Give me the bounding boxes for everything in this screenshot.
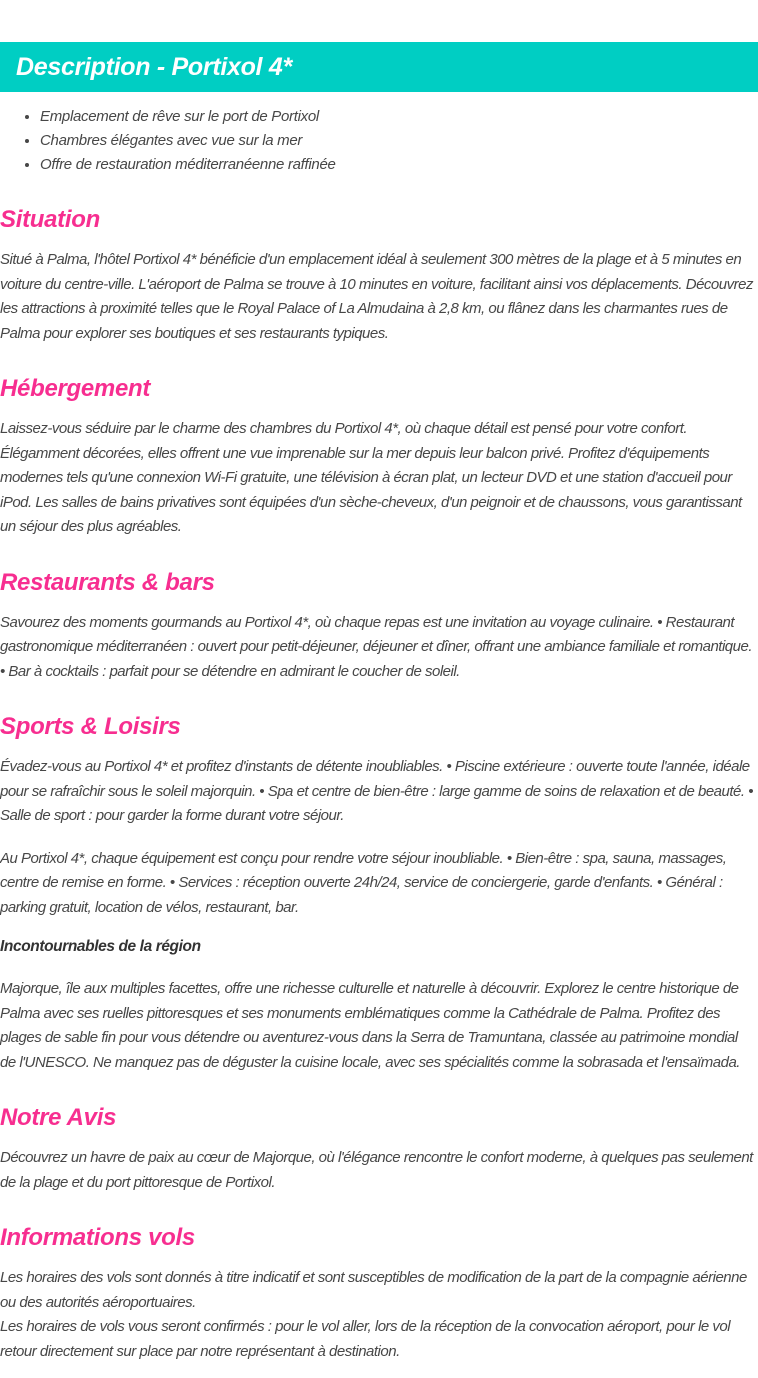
highlight-item: • Chambres élégantes avec vue sur la mer bbox=[40, 129, 756, 153]
restaurants-paragraph: Savourez des moments gourmands au Portixol 4*, où chaque repas est une invitation au voyage culinaire. • Restaurant gastronomique méditerranéen : ouvert pour petit-déjeuner, déjeuner et dîner, offrant une ambiance familiale et romantique. • Bar à cocktails : parfait pour se détendre en admirant le coucher de soleil. bbox=[0, 613, 752, 680]
region-highlights-subheading: Incontournables de la région bbox=[0, 938, 201, 955]
region-paragraph: Majorque, île aux multiples facettes, offre une richesse culturelle et naturelle à découvrir. Explorez le centre historique de Palma avec ses ruelles pittoresques et ses monuments emblématiques comme la Cathédrale de Palma. Profitez des plages de sable fin pour vous détendre ou aventurez-vous dans la Serra de Tramuntana, classée au patrimoine mondial de l'UNESCO. Ne manquez pas de déguster la cuisine locale, avec ses spécialités comme la sobrasada et l'ensaïmada. bbox=[0, 980, 740, 1071]
section-heading-informations-vols: Informations vols bbox=[0, 1224, 195, 1251]
section-sports-loisirs bbox=[0, 712, 756, 1075]
section-informations-vols bbox=[0, 1223, 756, 1364]
section-restaurants-bars bbox=[0, 568, 756, 685]
section-hebergement bbox=[0, 374, 756, 540]
section-heading-restaurants-bars: Restaurants & bars bbox=[0, 568, 215, 596]
highlight-item: • Emplacement de rêve sur le port de Portixol bbox=[40, 105, 756, 129]
section-heading-situation: Situation bbox=[0, 206, 100, 233]
description-content bbox=[0, 105, 758, 1378]
section-heading-hebergement: Hébergement bbox=[0, 375, 151, 402]
section-situation bbox=[0, 205, 756, 346]
vols-paragraph-2: Les horaires de vols vous seront confirmés : pour le vol aller, lors de la réception de la convocation aéroport, pour le vol retour directement sur place par notre représentant à destination. bbox=[0, 1318, 731, 1360]
vols-paragraph-1: Les horaires des vols sont donnés à titre indicatif et sont susceptibles de modification de la part de la compagnie aérienne ou des autorités aéroportuaires. bbox=[0, 1269, 747, 1311]
description-title-bar bbox=[0, 42, 758, 92]
highlight-item: • Offre de restauration méditerranéenne raffinée bbox=[40, 153, 756, 177]
situation-paragraph: Situé à Palma, l'hôtel Portixol 4* bénéficie d'un emplacement idéal à seulement 300 mètres de la plage et à 5 minutes en voiture du centre-ville. L'aéroport de Palma se trouve à 10 minutes en voiture, facilitant ainsi vos déplacements. Découvrez les attractions à proximité telles que le Royal Palace of La Almudaina à 2,8 km, ou flânez dans les charmantes rues de Palma pour explorer ses boutiques et ses restaurants typiques. bbox=[0, 251, 753, 342]
sports-paragraph-1: Évadez-vous au Portixol 4* et profitez d'instants de détente inoubliables. • Piscine extérieure : ouverte toute l'année, idéale pour se rafraîchir sous le soleil majorquin. • Spa et centre de bien-être : large gamme de soins de relaxation et de beauté. • Salle de sport : pour garder la forme durant votre séjour. bbox=[0, 758, 753, 824]
highlights-list bbox=[0, 105, 756, 177]
hebergement-paragraph: Laissez-vous séduire par le charme des chambres du Portixol 4*, où chaque détail est pensé pour votre confort. Élégamment décorées, elles offrent une vue imprenable sur la mer depuis leur balcon privé. Profitez d'équipements modernes tels qu'une connexion Wi-Fi gratuite, une télévision à écran plat, un lecteur DVD et une station d'accueil pour iPod. Les salles de bains privatives sont équipées d'un sèche-cheveux, d'un peignoir et de chaussons, vous garantissant un séjour des plus agréables. bbox=[0, 420, 742, 535]
section-heading-sports-loisirs: Sports & Loisirs bbox=[0, 713, 181, 740]
page-title: Description - Portixol 4* bbox=[16, 52, 292, 81]
notre-avis-paragraph: Découvrez un havre de paix au cœur de Majorque, où l'élégance rencontre le confort moderne, à quelques pas seulement de la plage et du port pittoresque de Portixol. bbox=[0, 1149, 753, 1191]
section-notre-avis bbox=[0, 1103, 756, 1195]
section-heading-notre-avis: Notre Avis bbox=[0, 1104, 117, 1131]
sports-paragraph-2: Au Portixol 4*, chaque équipement est conçu pour rendre votre séjour inoubliable. • Bien-être : spa, sauna, massages, centre de remise en forme. • Services : réception ouverte 24h/24, service de conciergerie, garde d'enfants. • Général : parking gratuit, location de vélos, restaurant, bar. bbox=[0, 849, 727, 916]
